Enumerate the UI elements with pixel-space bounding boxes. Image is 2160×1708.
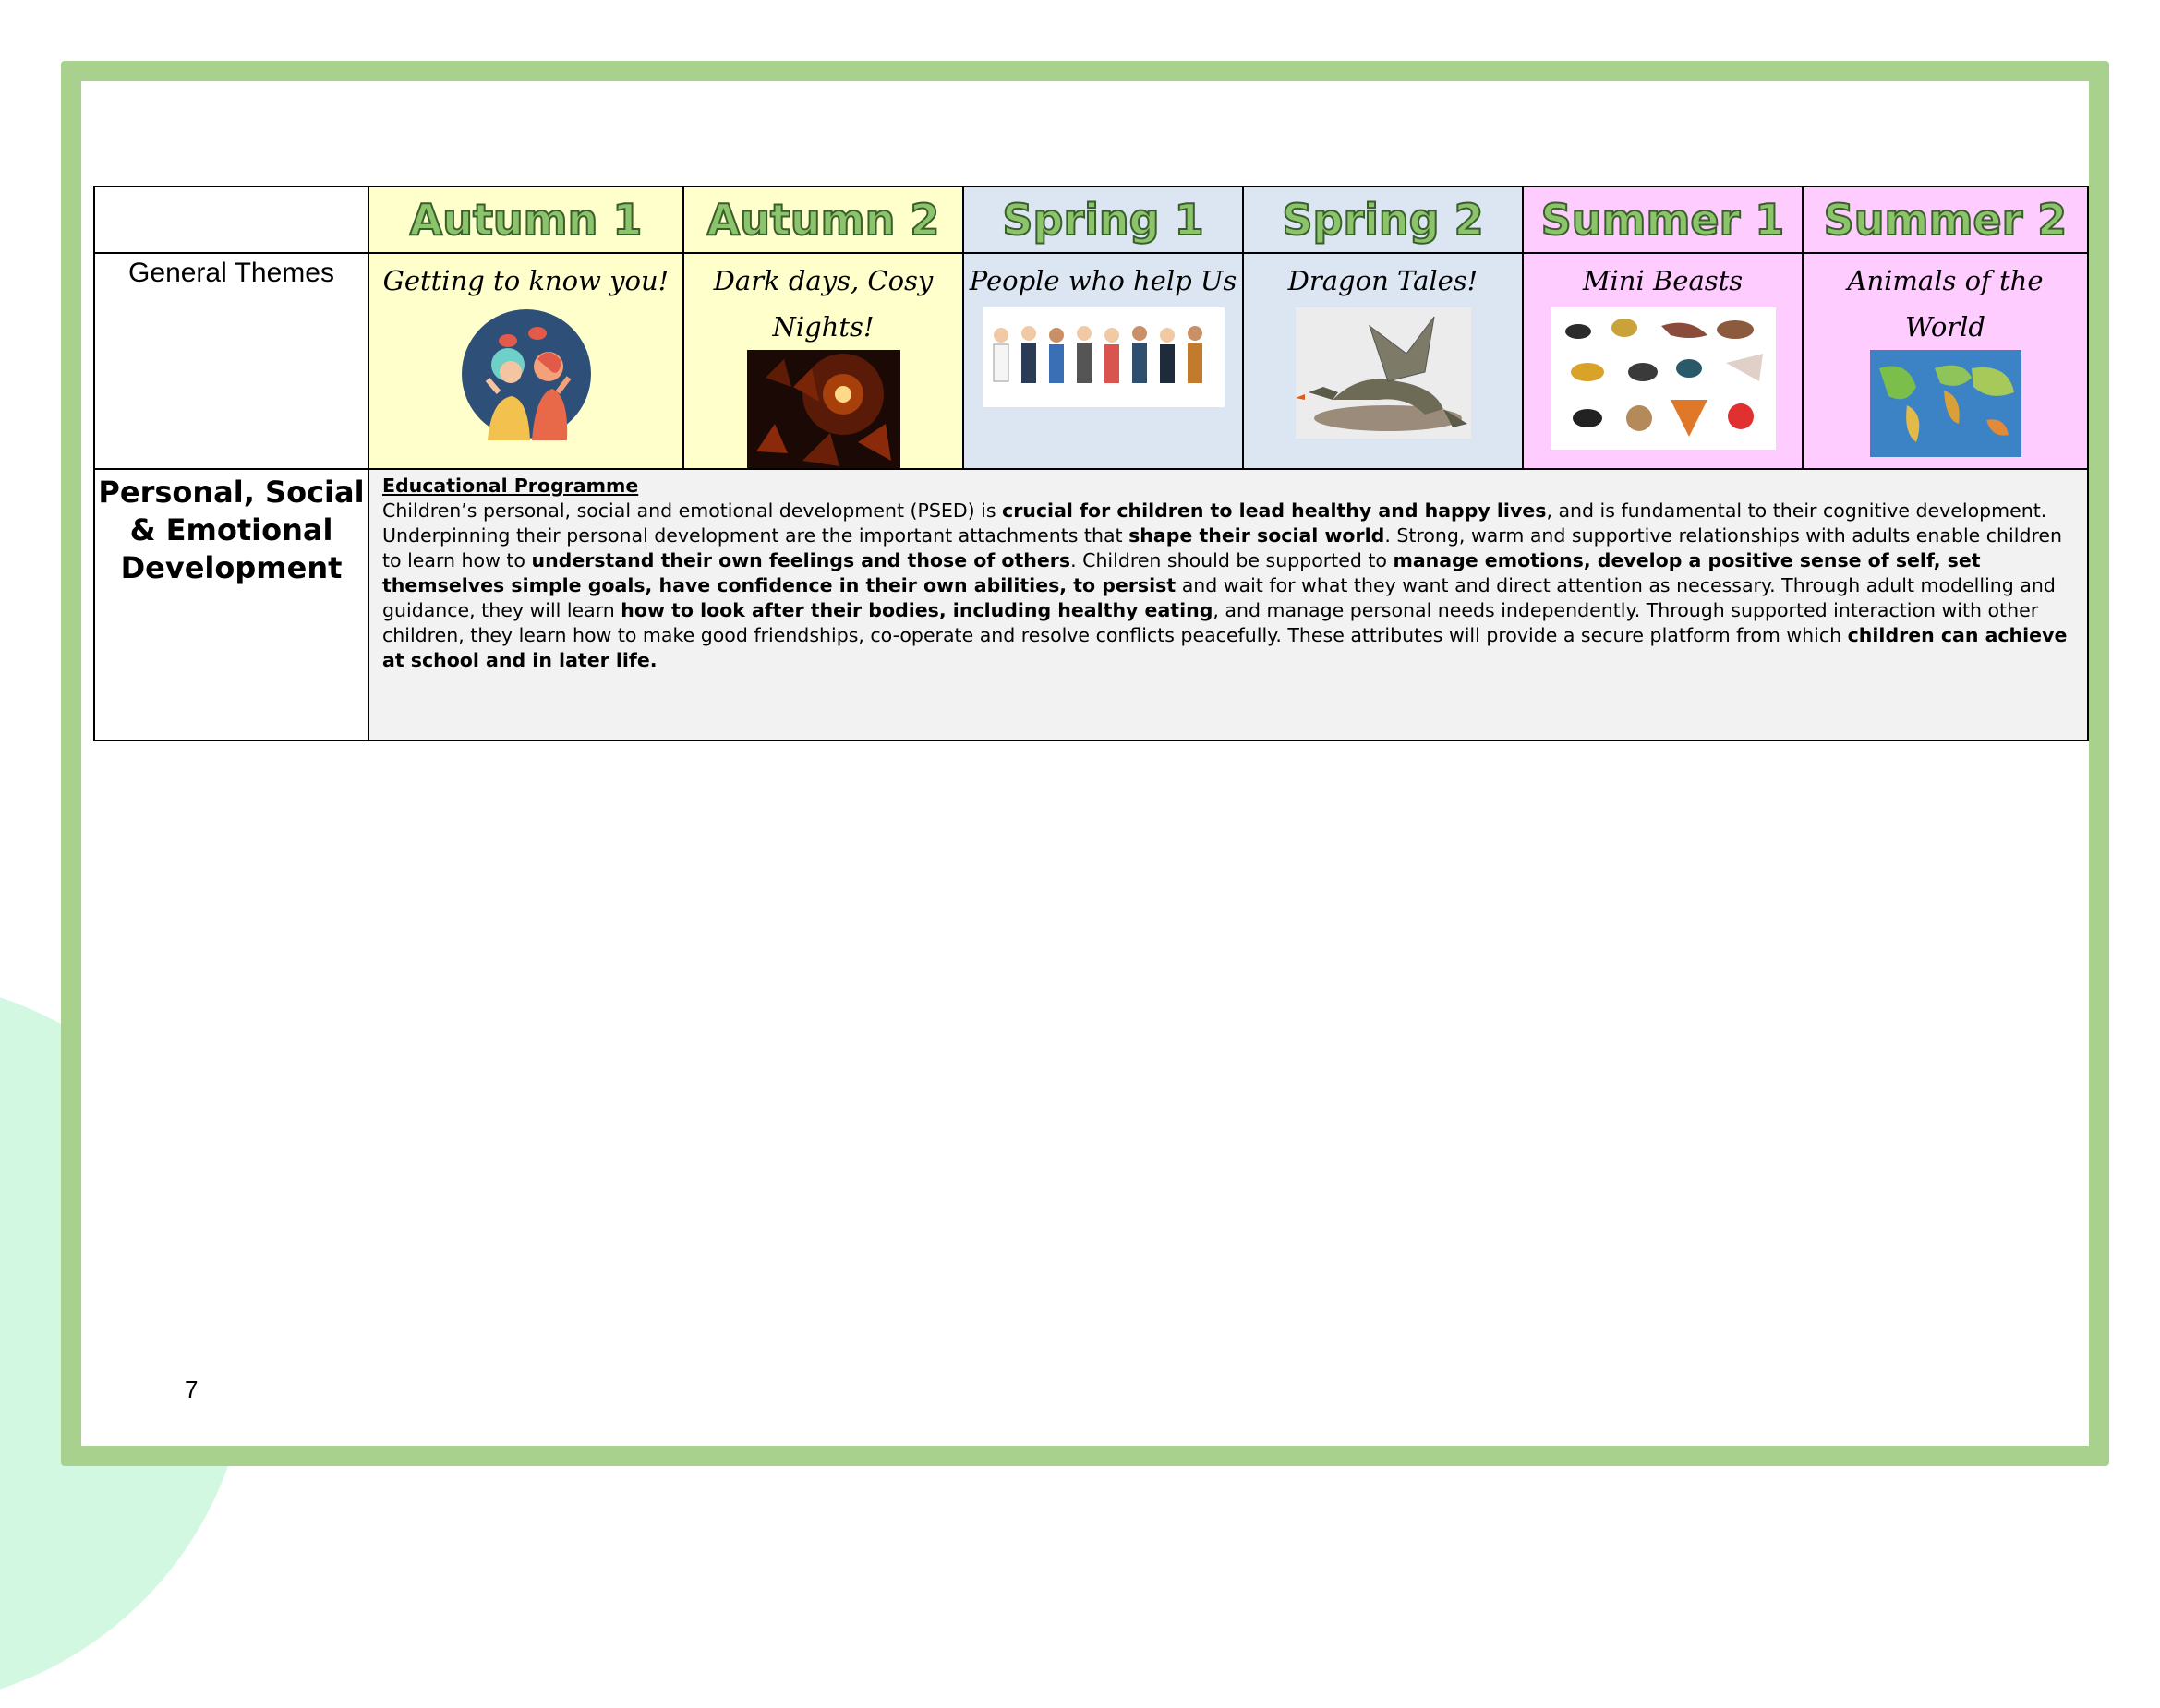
programme-emphasis: understand their own feelings and those of others <box>531 549 1071 571</box>
theme-cell-autumn-1 <box>368 253 683 469</box>
animal-world-map-illustration <box>1870 350 2021 457</box>
programme-text: . Children should be supported to <box>1070 549 1394 571</box>
term-label: Summer 2 <box>1823 195 2068 245</box>
programme-emphasis: how to look after their bodies, including healthy eating <box>621 599 1213 621</box>
theme-cell-summer-1 <box>1523 253 1803 469</box>
educational-programme-cell <box>368 469 2088 740</box>
theme-cell-spring-2 <box>1243 253 1523 469</box>
community-helpers-illustration <box>983 307 1225 407</box>
theme-title: Dark days, Cosy Nights! <box>713 265 934 343</box>
insects-illustration <box>1551 307 1776 450</box>
term-header-spring-1 <box>963 186 1243 253</box>
theme-title: Mini Beasts <box>1582 265 1744 296</box>
theme-title: Dragon Tales! <box>1287 265 1478 296</box>
psed-row <box>94 469 2088 740</box>
lantern-in-leaves-photo <box>747 350 900 468</box>
term-label: Summer 1 <box>1540 195 1785 245</box>
dragon-sculpture-photo <box>1296 307 1471 439</box>
curriculum-table <box>93 186 2089 741</box>
programme-emphasis: shape their social world <box>1128 524 1385 547</box>
programme-emphasis: manage emotions, develop a positive sense of self, set themselves simple goals, have confidence in their own abilities, to persist <box>382 549 1981 596</box>
page-number: 7 <box>185 1376 199 1403</box>
educational-programme-body <box>382 499 2067 671</box>
programme-emphasis: children can achieve at school and in later life. <box>382 624 2068 671</box>
educational-programme-text <box>369 470 2087 673</box>
programme-text: , and is fundamental to their cognitive development. Underpinning their personal development are the important attachments that <box>382 499 2047 547</box>
term-header-autumn-2 <box>683 186 963 253</box>
programme-text: , and manage personal needs independently. Through supported interaction with other children, they learn how to make good friendships, co-operate and resolve conflicts peacefully. These attributes will provide a secure platform from which <box>382 599 2039 646</box>
term-header-summer-2 <box>1803 186 2088 253</box>
term-header-autumn-1 <box>368 186 683 253</box>
theme-cell-summer-2 <box>1803 253 2088 469</box>
term-label: Spring 1 <box>1002 195 1204 245</box>
themes-row-label-cell <box>94 253 368 469</box>
term-label: Autumn 2 <box>706 195 940 245</box>
term-header-row <box>94 186 2088 253</box>
programme-text: and wait for what they want and direct attention as necessary. Through adult modelling and guidance, they will learn <box>382 574 2056 621</box>
term-label: Autumn 1 <box>409 195 643 245</box>
row-label-general-themes: General Themes <box>128 258 334 288</box>
themes-row <box>94 253 2088 469</box>
programme-text: Children’s personal, social and emotional development (PSED) is <box>382 499 1003 522</box>
educational-programme-heading: Educational Programme <box>382 475 639 497</box>
programme-emphasis: crucial for children to lead healthy and happy lives <box>1002 499 1547 522</box>
psed-label-cell <box>94 469 368 740</box>
theme-title: Getting to know you! <box>382 265 670 296</box>
term-header-spring-2 <box>1243 186 1523 253</box>
programme-text: . Strong, warm and supportive relationships with adults enable children to learn how to <box>382 524 2063 571</box>
theme-title: People who help Us <box>969 265 1237 296</box>
two-people-chatting-illustration <box>460 307 593 440</box>
theme-title: Animals of the World <box>1847 265 2044 343</box>
theme-cell-autumn-2 <box>683 253 963 469</box>
corner-cell <box>94 186 368 253</box>
row-label-psed: Personal, Social & Emotional Development <box>98 475 365 585</box>
term-header-summer-1 <box>1523 186 1803 253</box>
theme-cell-spring-1 <box>963 253 1243 469</box>
term-label: Spring 2 <box>1282 195 1484 245</box>
